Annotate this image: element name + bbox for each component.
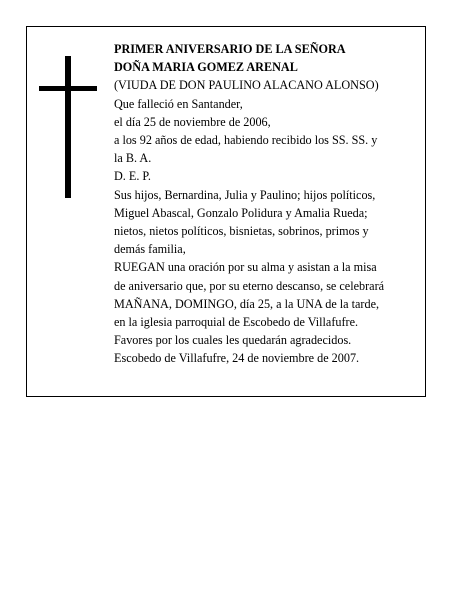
notice-text — [114, 40, 424, 368]
notice-line: Sus hijos, Bernardina, Julia y Paulino; hijos políticos, — [114, 187, 376, 202]
notice-heading-line-2: DOÑA MARIA GOMEZ ARENAL — [114, 60, 298, 75]
notice-line: el día 25 de noviembre de 2006, — [114, 114, 271, 129]
notice-line: de aniversario que, por su eterno descanso, se celebrará — [114, 278, 385, 293]
notice-line: demás familia, — [114, 242, 186, 257]
notice-line: MAÑANA, DOMINGO, día 25, a la UNA de la tarde, — [114, 296, 380, 311]
notice-heading-line-1: PRIMER ANIVERSARIO DE LA SEÑORA — [114, 42, 346, 56]
obituary-notice — [26, 26, 426, 397]
notice-line: la B. A. — [114, 151, 152, 166]
notice-line: D. E. P. — [114, 169, 151, 184]
latin-cross-icon — [39, 56, 97, 198]
cross-vertical-bar — [65, 56, 71, 198]
notice-line: Favores por los cuales les quedarán agradecidos. — [114, 333, 352, 348]
notice-line: (VIUDA DE DON PAULINO ALACANO ALONSO) — [114, 78, 379, 93]
notice-line: en la iglesia parroquial de Escobedo de Villafufre. — [114, 315, 359, 330]
notice-line: nietos, nietos políticos, bisnietas, sobrinos, primos y — [114, 224, 369, 239]
notice-line: Que falleció en Santander, — [114, 96, 243, 111]
cross-horizontal-bar — [39, 86, 97, 91]
notice-line: Escobedo de Villafufre, 24 de noviembre de 2007. — [114, 351, 360, 366]
notice-line: RUEGAN una oración por su alma y asistan a la misa — [114, 260, 377, 275]
notice-line: Miguel Abascal, Gonzalo Polidura y Amalia Rueda; — [114, 205, 368, 220]
notice-line: a los 92 años de edad, habiendo recibido los SS. SS. y — [114, 133, 378, 148]
